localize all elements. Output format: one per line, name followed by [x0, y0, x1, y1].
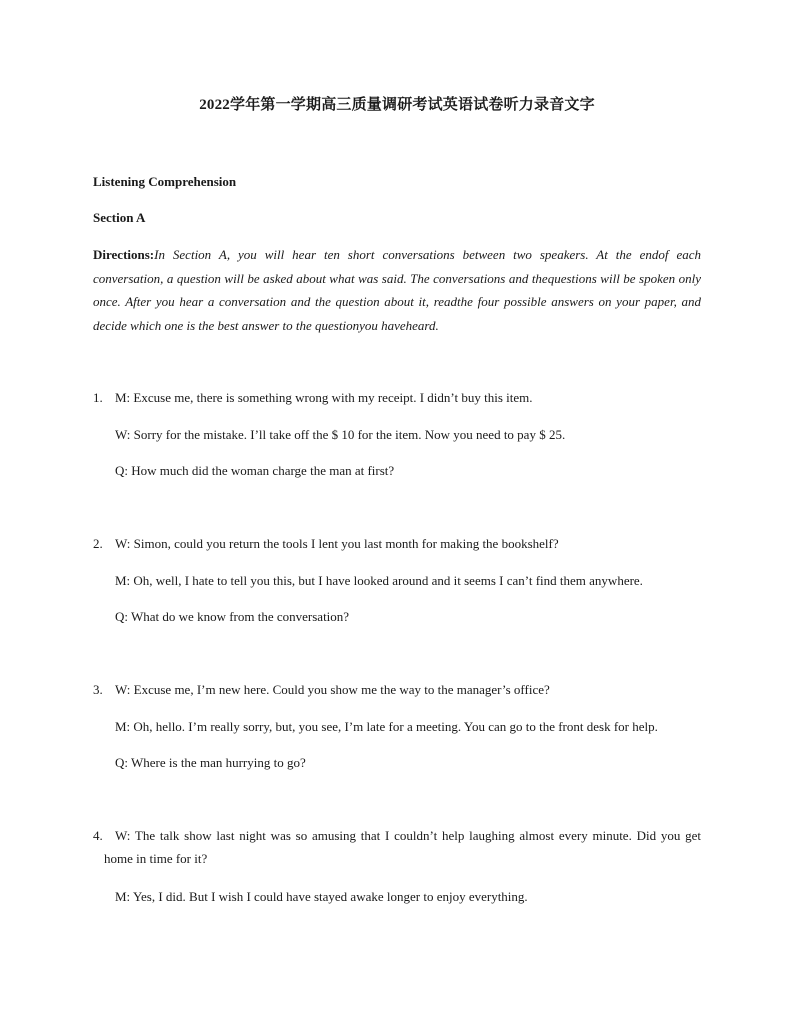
dialogue-line: W: The talk show last night was so amusing that I couldn’t help laughing almost every minute. Did you get home in time for it? — [104, 828, 701, 866]
item-number: 2. — [93, 536, 103, 551]
item-number: 3. — [93, 682, 103, 697]
directions-lead: Directions: — [93, 247, 155, 262]
dialogue-line: M: Excuse me, there is something wrong with my receipt. I didn’t buy this item. — [115, 390, 533, 405]
dialogue-line: M: Oh, hello. I’m really sorry, but, you see, I’m late for a meeting. You can go to the front desk for help. — [115, 719, 658, 734]
document-title: 2022学年第一学期高三质量调研考试英语试卷听力录音文字 — [199, 97, 595, 113]
item-number: 4. — [93, 828, 103, 843]
dialogue-line: M: Yes, I did. But I wish I could have stayed awake longer to enjoy everything. — [115, 889, 528, 904]
directions-text: In Section A, you will hear ten short conversations between two speakers. At the endof each conversation, a question will be asked about what was said. The conversations and thequestions will be spoken only once. After you hear a conversation and the question about it, readthe four possible answers on your paper, and decide which one is the best answer to the questionyou haveheard. — [93, 247, 701, 333]
dialogue-line: M: Oh, well, I hate to tell you this, but I have looked around and it seems I can’t find them anywhere. — [115, 573, 643, 588]
section-heading: Section A — [93, 210, 146, 225]
dialogue-line: W: Sorry for the mistake. I’ll take off the $ 10 for the item. Now you need to pay $ 25. — [115, 427, 566, 442]
question-line: Q: Where is the man hurrying to go? — [115, 755, 306, 770]
part-heading: Listening Comprehension — [93, 174, 237, 189]
question-line: Q: What do we know from the conversation? — [115, 609, 350, 624]
dialogue-line: W: Simon, could you return the tools I lent you last month for making the bookshelf? — [115, 536, 559, 551]
directions-paragraph — [93, 243, 701, 337]
item-number: 1. — [93, 390, 103, 405]
dialogue-line: W: Excuse me, I’m new here. Could you show me the way to the manager’s office? — [115, 682, 550, 697]
question-line: Q: How much did the woman charge the man at first? — [115, 463, 395, 478]
